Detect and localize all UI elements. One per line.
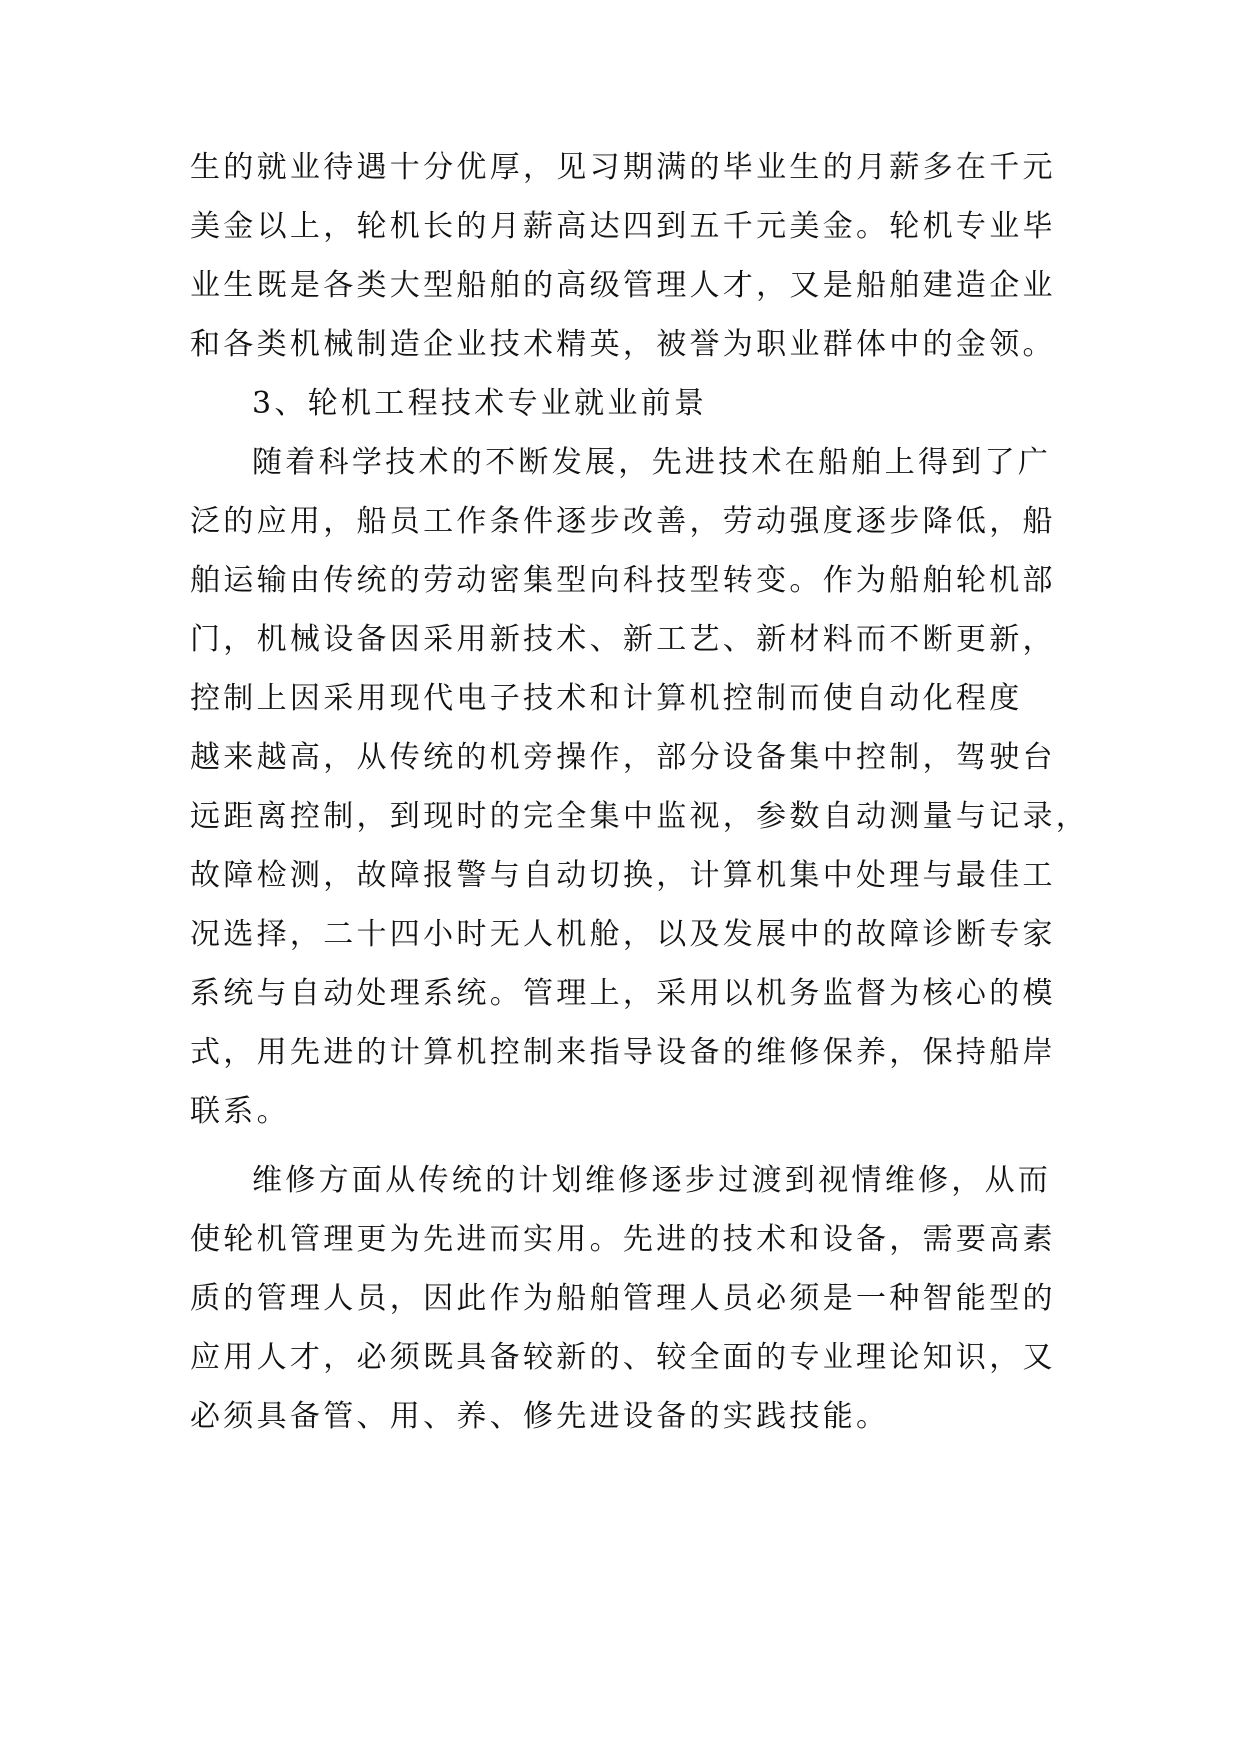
text-line: 舶运输由传统的劳动密集型向科技型转变。作为船舶轮机部 — [190, 563, 1056, 598]
text-line: 控制上因采用现代电子技术和计算机控制而使自动化程度 — [190, 681, 1023, 716]
text-line: 和各类机械制造企业技术精英，被誉为职业群体中的金领。 — [190, 327, 1056, 362]
section-heading: 3、轮机工程技术专业就业前景 — [252, 386, 708, 421]
text-line: 况选择，二十四小时无人机舱，以及发展中的故障诊断专家 — [190, 917, 1056, 952]
text-line: 泛的应用，船员工作条件逐步改善，劳动强度逐步降低，船 — [190, 504, 1056, 539]
text-line: 必须具备管、用、养、修先进设备的实践技能。 — [190, 1399, 890, 1434]
text-line: 业生既是各类大型船舶的高级管理人才，又是船舶建造企业 — [190, 268, 1056, 303]
text-line: 故障检测，故障报警与自动切换，计算机集中处理与最佳工 — [190, 858, 1056, 893]
text-line: 式，用先进的计算机控制来指导设备的维修保养，保持船岸 — [190, 1035, 1056, 1070]
text-line: 质的管理人员，因此作为船舶管理人员必须是一种智能型的 — [190, 1281, 1056, 1316]
text-line: 随着科学技术的不断发展，先进技术在船舶上得到了广 — [252, 445, 1052, 480]
text-line: 系统与自动处理系统。管理上，采用以机务监督为核心的模 — [190, 976, 1056, 1011]
text-line: 维修方面从传统的计划维修逐步过渡到视情维修，从而 — [252, 1163, 1052, 1198]
text-line: 生的就业待遇十分优厚，见习期满的毕业生的月薪多在千元 — [190, 150, 1056, 185]
text-line: 使轮机管理更为先进而实用。先进的技术和设备，需要高素 — [190, 1222, 1056, 1257]
text-line: 应用人才，必须既具备较新的、较全面的专业理论知识，又 — [190, 1340, 1056, 1375]
text-line: 门，机械设备因采用新技术、新工艺、新材料而不断更新， — [190, 622, 1056, 657]
text-line: 美金以上，轮机长的月薪高达四到五千元美金。轮机专业毕 — [190, 209, 1056, 244]
text-line: 远距离控制，到现时的完全集中监视，参数自动测量与记录， — [190, 799, 1090, 834]
text-line: 联系。 — [190, 1094, 290, 1129]
text-line: 越来越高，从传统的机旁操作，部分设备集中控制，驾驶台 — [190, 740, 1056, 775]
